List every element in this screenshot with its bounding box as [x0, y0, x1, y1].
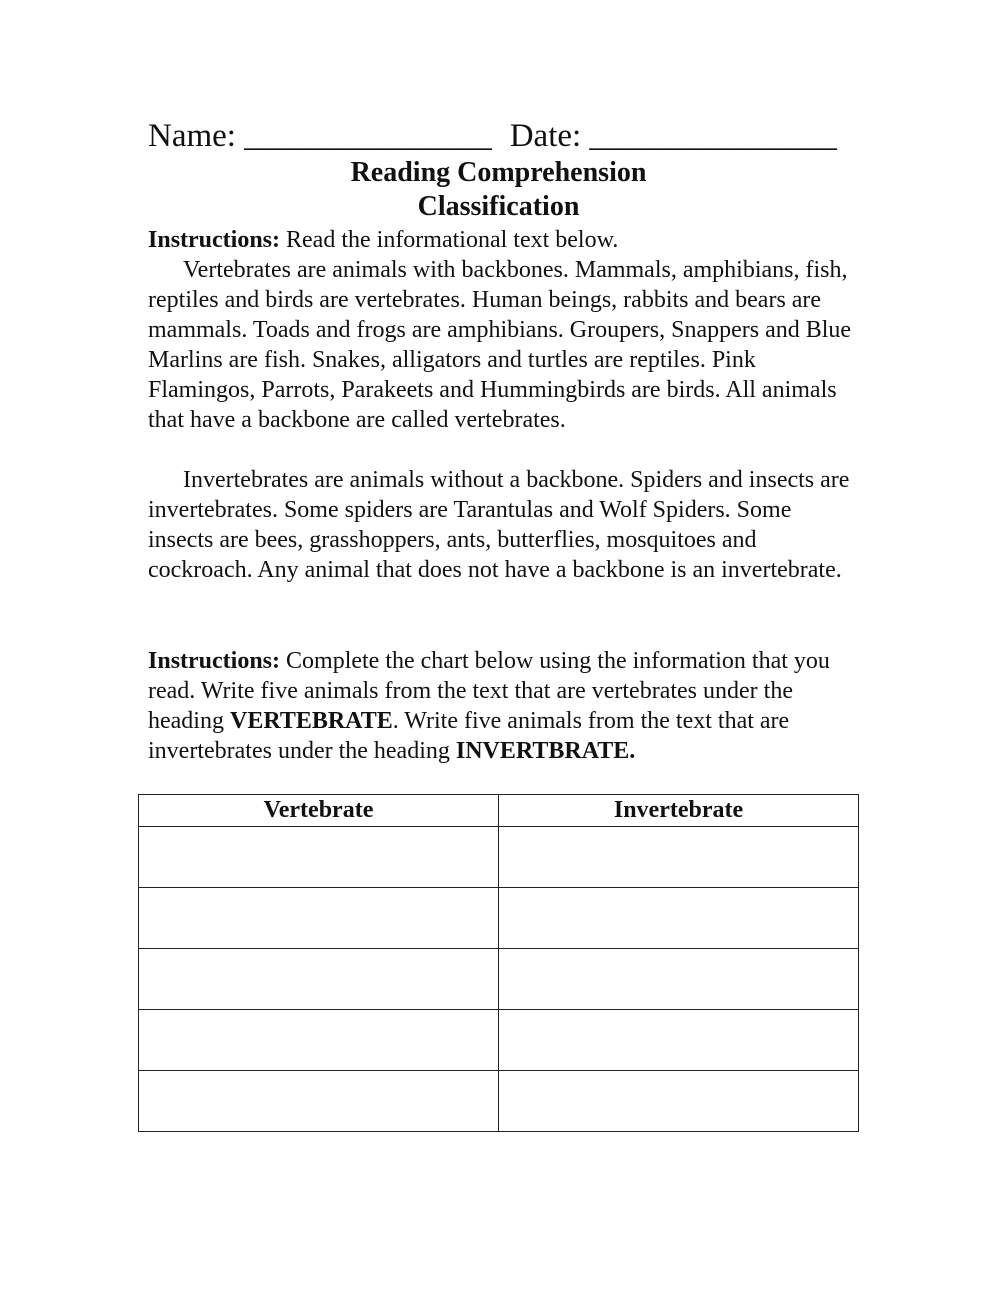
- vertebrate-answer-cell[interactable]: [139, 827, 499, 888]
- table-row: [139, 827, 859, 888]
- page-title: Reading Comprehension: [350, 157, 647, 188]
- passage-paragraph: Vertebrates are animals with backbones. Mammals, amphibians, fish, reptiles and birds are vertebrates. Human beings, rabbits and bears are mammals. Toads and frogs are amphibians. Groupers, Snappers and Blue Marlins are fish. Snakes, alligators and turtles are reptiles. Pink Flamingos, Parrots, Parakeets and Hummingbirds are birds. All animals that have a backbone are called vertebrates.: [148, 257, 852, 433]
- passage-vertebrates: [148, 255, 860, 435]
- table-row: [139, 949, 859, 1010]
- instructions-text: Complete the chart below using the information that you read. Write five animals from the text that are vertebrates under the heading: [148, 648, 830, 734]
- passage-paragraph: Invertebrates are animals without a backbone. Spiders and insects are invertebrates. Some spiders are Tarantulas and Wolf Spiders. Some insects are bees, grasshoppers, ants, butterflies, mosquitoes and cockroach. Any animal that does not have a backbone is an invertebrate.: [148, 467, 850, 583]
- classification-chart: [138, 794, 859, 1132]
- date-field[interactable]: Date: _______________: [509, 118, 837, 154]
- instructions-read: [148, 225, 860, 255]
- page-subtitle: Classification: [417, 191, 580, 222]
- instructions-text: Read the informational text below.: [280, 227, 619, 253]
- invertebrate-answer-cell[interactable]: [499, 1010, 859, 1071]
- table-row: [139, 1010, 859, 1071]
- name-date-line: [148, 116, 837, 156]
- column-header-vertebrate: Vertebrate: [139, 795, 499, 827]
- vertebrate-answer-cell[interactable]: [139, 1010, 499, 1071]
- invertebrate-answer-cell[interactable]: [499, 1071, 859, 1132]
- invertebrate-answer-cell[interactable]: [499, 827, 859, 888]
- invertebrate-answer-cell[interactable]: [499, 888, 859, 949]
- invertebrate-answer-cell[interactable]: [499, 949, 859, 1010]
- name-field[interactable]: Name: _______________: [148, 118, 492, 154]
- instructions-label: Instructions:: [148, 227, 281, 253]
- instructions-text: . Write five animals from the text that are invertebrates under the heading: [148, 708, 790, 764]
- vertebrate-answer-cell[interactable]: [139, 888, 499, 949]
- instructions-label: Instructions:: [148, 648, 281, 674]
- column-header-invertebrate: Invertebrate: [499, 795, 859, 827]
- vertebrate-answer-cell[interactable]: [139, 1071, 499, 1132]
- instructions-chart: [148, 646, 860, 766]
- table-row: [139, 888, 859, 949]
- vertebrate-answer-cell[interactable]: [139, 949, 499, 1010]
- chart-header-row: [139, 795, 859, 827]
- table-row: [139, 1071, 859, 1132]
- passage-invertebrates: [148, 465, 860, 585]
- heading-keyword-invertebrate: INVERTBRATE.: [455, 738, 636, 764]
- heading-keyword-vertebrate: VERTEBRATE: [229, 708, 393, 734]
